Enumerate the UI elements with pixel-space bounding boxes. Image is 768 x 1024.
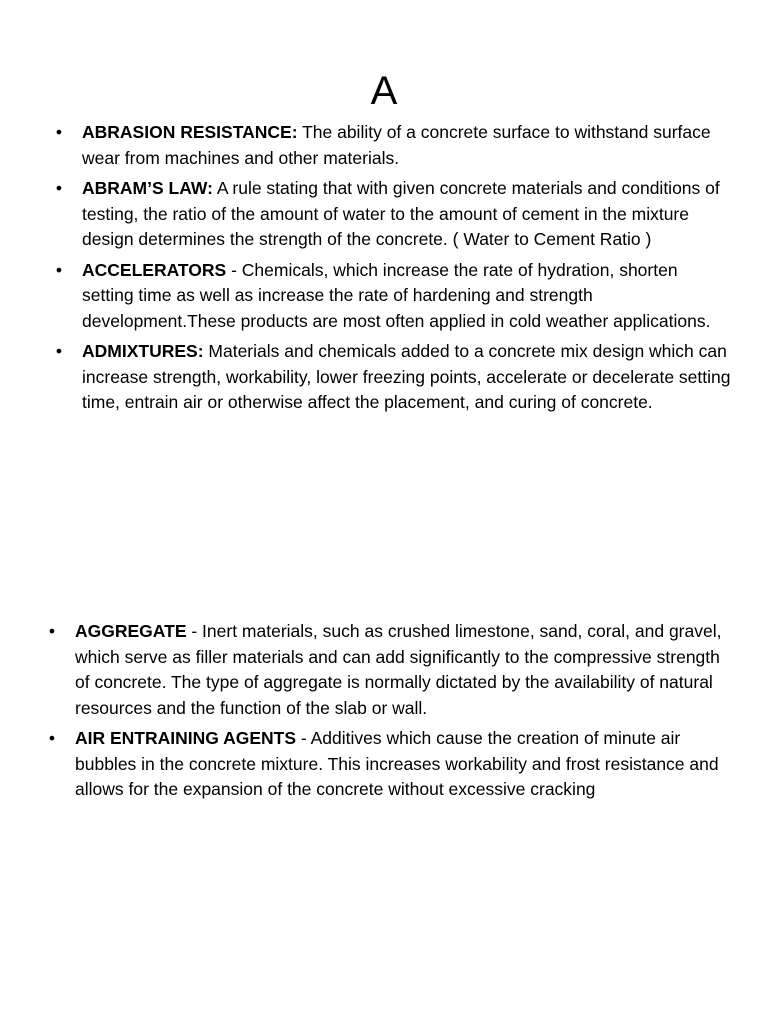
glossary-definition: A rule stating that with given concrete materials and conditions of testing, the ratio of the amount of water to the amount of cement in the mixture design determines the strength of the concrete. ( Water to Cement Ratio ) <box>82 178 720 249</box>
glossary-definition: The ability of a concrete surface to withstand surface wear from machines and other materials. <box>82 122 711 168</box>
glossary-term: AIR ENTRAINING AGENTS <box>75 728 297 748</box>
bullet-icon: • <box>55 341 63 361</box>
glossary-definition: Materials and chemicals added to a concrete mix design which can increase strength, workability, lower freezing points, accelerate or decelerate setting time, entrain air or otherwise affect the placement, and curing of concrete. <box>82 341 731 412</box>
glossary-entry-abrams-law <box>52 176 732 253</box>
glossary-entry-accelerators <box>52 258 732 335</box>
glossary-term: AGGREGATE <box>75 621 187 641</box>
bullet-icon: • <box>48 728 56 748</box>
glossary-entry-air-entraining-agents <box>45 726 725 803</box>
glossary-definition: - Chemicals, which increase the rate of hydration, shorten setting time as well as increase the rate of hardening and strength development.These products are most often applied in cold weather applications. <box>82 259 711 331</box>
glossary-list-upper <box>52 120 732 421</box>
bullet-icon: • <box>55 178 63 198</box>
bullet-icon: • <box>48 621 56 641</box>
glossary-term: ABRASION RESISTANCE: <box>82 122 298 142</box>
glossary-list-lower <box>45 619 725 808</box>
glossary-term: ADMIXTURES: <box>82 341 204 361</box>
glossary-term: ABRAM’S LAW: <box>82 178 213 198</box>
page-title: A <box>370 68 398 113</box>
glossary-definition: - Inert materials, such as crushed limestone, sand, coral, and gravel, which serve as filler materials and can add significantly to the compressive strength of concrete. The type of aggregate is normally dictated by the availability of natural resources and the function of the slab or wall. <box>75 621 722 718</box>
glossary-term: ACCELERATORS <box>82 259 227 280</box>
bullet-icon: • <box>55 259 63 280</box>
glossary-entry-abrasion-resistance <box>52 120 732 171</box>
glossary-entry-admixtures <box>52 339 732 416</box>
glossary-entry-aggregate <box>45 619 725 721</box>
bullet-icon: • <box>55 122 63 142</box>
glossary-definition: - Additives which cause the creation of minute air bubbles in the concrete mixture. This increases workability and frost resistance and allows for the expansion of the concrete without excessive cracking <box>75 728 719 799</box>
